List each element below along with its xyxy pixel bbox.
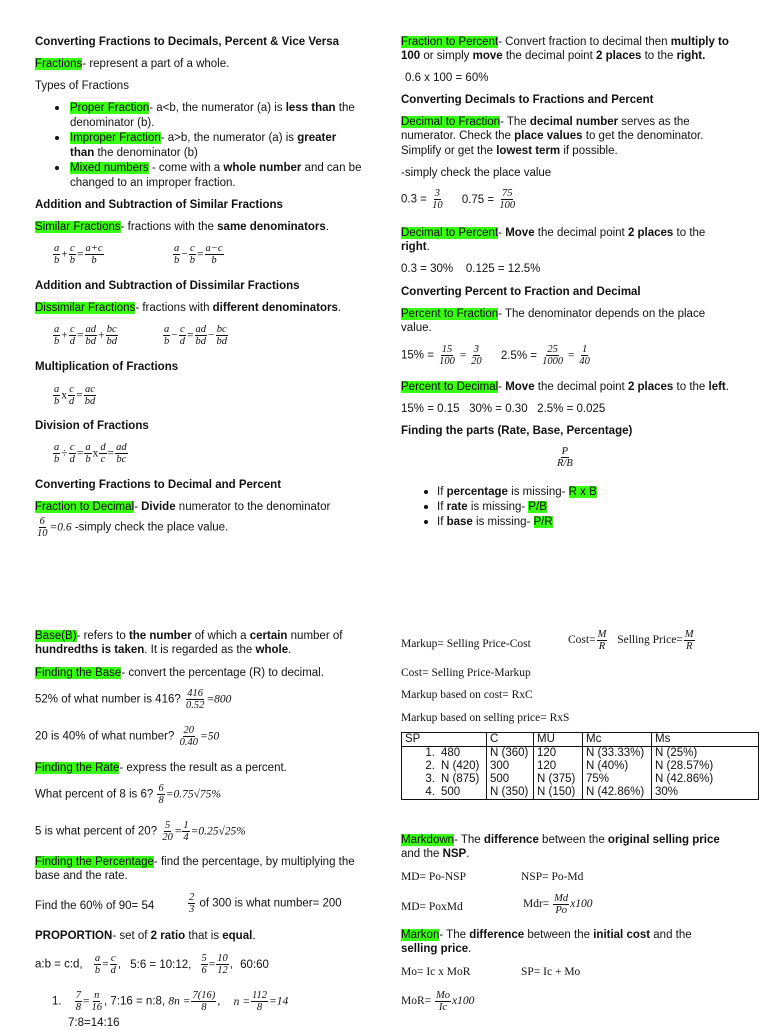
d2f-line3 <box>401 144 618 158</box>
highlight-find-rate: Finding the Rate <box>35 762 120 774</box>
markup-cost-line: Markup based on cost= RxC <box>401 689 533 701</box>
text-bold: certain <box>249 630 288 642</box>
highlight-p2f: Percent to Fraction <box>401 308 499 320</box>
text: 500 <box>490 773 510 785</box>
text: 15% = <box>401 349 434 362</box>
f2p-line1 <box>401 35 729 49</box>
proper-line1 <box>70 101 355 115</box>
highlight-base: Base(B) <box>35 630 77 642</box>
proportion-examples: a:b = c:d, $\frac{a}{b}$ = $\frac{c}{d}$ , 5:6 = 10:12, $\frac{5}{6}$ = $\frac{10}{12}$ , 60:60 <box>35 953 269 976</box>
mc-cell <box>583 747 652 800</box>
find-base-ex1: 52% of what number is 416? $\frac{416}{0.52}$ =800 <box>35 688 232 711</box>
text-bold: lowest term <box>496 145 561 157</box>
text-bold: greater <box>297 132 337 144</box>
text: a:b = c:d, <box>35 958 83 971</box>
text: to the <box>673 381 709 393</box>
text: N (25%) <box>655 747 698 759</box>
dissimilar-add-formula: $\frac{a}{b}$ + $\frac{c}{d}$ = $\frac{ad}{bd}$ + $\frac{bc}{bd}$ <box>54 324 117 347</box>
text-bold: difference <box>483 834 539 846</box>
text: 0.75 = <box>461 193 495 206</box>
text: - Convert fraction to decimal then <box>498 36 671 48</box>
text: =800 <box>206 693 232 706</box>
text: the decimal point <box>534 381 628 393</box>
text: 500 <box>441 786 461 798</box>
text: number of <box>287 630 343 642</box>
text-bold: right <box>401 241 427 253</box>
highlight-find-percentage: Finding the Percentage <box>35 856 154 868</box>
text: If <box>437 486 447 498</box>
text-bold: the number <box>128 630 192 642</box>
header-sp: SP <box>402 733 487 747</box>
text: . <box>288 644 292 656</box>
text-bold: Divide <box>141 501 176 513</box>
text: -simply check the place value. <box>71 521 229 534</box>
text-bold: whole <box>255 644 289 656</box>
text-bold: rate <box>446 501 468 513</box>
text: x100 <box>452 995 475 1008</box>
text: What percent of 8 is 6? <box>35 788 154 801</box>
text: =0.75√75% <box>165 788 221 801</box>
dec-heading: Converting Decimals to Fractions and Percent <box>401 94 654 106</box>
text-bold: decimal number <box>529 116 619 128</box>
d2f-examples: 0.3 = $\frac{3}{10}$ 0.75 = $\frac{75}{100}$ <box>401 188 516 211</box>
conv-heading: Converting Fractions to Decimal and Percent <box>35 479 282 491</box>
text: the denominator (b) <box>94 147 198 159</box>
similar-definition <box>35 220 329 234</box>
text: numerator. Check the <box>401 130 515 142</box>
md-formula-2: MD= PoxMd <box>401 901 463 913</box>
highlight-similar: Similar Fractions <box>35 221 121 233</box>
find-rate <box>35 761 287 775</box>
text: x100 <box>570 898 593 911</box>
highlight-pb: P/B <box>528 501 547 513</box>
text: the decimal point <box>502 50 596 62</box>
nsp-formula: NSP= Po-Md <box>521 871 584 883</box>
text: 2.5% = <box>500 349 537 362</box>
mor-formula: MoR= $\frac{Mo}{Ic}$ x100 <box>401 990 475 1013</box>
text: of which a <box>191 630 250 642</box>
table-header-row <box>402 733 759 747</box>
find-base-ex2: 20 is 40% of what number? $\frac{20}{0.40}$ =50 <box>35 725 220 748</box>
if-base <box>437 515 553 529</box>
text: . <box>468 943 472 955</box>
text-bold: 2 places <box>627 381 674 393</box>
text: , 7:16 = n:8, <box>104 995 166 1008</box>
text: - The <box>454 834 484 846</box>
text-bold: 2 ratio <box>150 930 186 942</box>
dissimilar-definition <box>35 301 341 315</box>
text: 480 <box>441 747 461 759</box>
types-heading: Types of Fractions <box>35 80 129 92</box>
highlight-markdown: Markdown <box>401 834 455 846</box>
text: 75% <box>586 773 610 785</box>
prb-formula: $\frac{P}{R/B}$ <box>557 446 573 469</box>
proportion-item-1: 1. $\frac{7}{8}$ = $\frac{n}{16}$ , 7:16 = n:8, 8n = $\frac{7(16)}{8}$ , n = $\frac{112}{8}$ =14 <box>52 990 289 1013</box>
text: N (28.57%) <box>655 760 714 772</box>
text: N (875) <box>441 773 480 785</box>
text: and can be <box>301 162 362 174</box>
text: 8n = <box>168 995 191 1008</box>
text: or simply <box>420 50 473 62</box>
proportion-item-1-result: 7:8=14:16 <box>68 1017 120 1029</box>
text: Simplify or get the <box>401 145 497 157</box>
base-line2 <box>35 643 291 657</box>
find-rate-ex2: 5 is what percent of 20? $\frac{5}{20}$ = $\frac{1}{4}$ =0.25√25% <box>35 820 246 843</box>
highlight-mixed: Mixed numbers <box>70 162 149 174</box>
text: N (375) <box>537 773 576 785</box>
text: - a>b, the numerator (a) is <box>160 132 298 144</box>
highlight-improper: Improper Fraction <box>70 132 161 144</box>
header-mu: MU <box>534 733 583 747</box>
mdr-formula: Mdr= $\frac{Md}{Po}$ x100 <box>523 893 593 916</box>
text-bold: NSP <box>442 848 467 860</box>
highlight-d2f: Decimal to Fraction <box>401 116 501 128</box>
text-bold: place values <box>514 130 583 142</box>
sp-cell <box>402 747 487 800</box>
text: =0.25√25% <box>190 825 246 838</box>
cost-line: Cost= Selling Price-Markup <box>401 667 531 679</box>
cost-formula: Cost= $\frac{M}{R}$ Selling Price= $\frac{M}{R}$ <box>568 629 694 652</box>
find-base <box>35 666 324 680</box>
parts-heading: Finding the parts (Rate, Base, Percentage) <box>401 425 633 437</box>
p2d-line1 <box>401 380 729 394</box>
similar-sub-formula: $\frac{a}{b}$ − $\frac{c}{b}$ = $\frac{a-c}{b}$ <box>174 243 223 266</box>
dissimilar-sub-formula: $\frac{a}{b}$ − $\frac{c}{d}$ = $\frac{ad}{bd}$ − $\frac{bc}{bd}$ <box>164 324 227 347</box>
highlight-p2d: Percent to Decimal <box>401 381 499 393</box>
text: - <box>134 501 142 513</box>
text-bold: PROPORTION <box>35 930 113 942</box>
text: . <box>337 302 342 314</box>
text-bold: selling price <box>401 943 469 955</box>
text: =14 <box>268 995 289 1008</box>
header-ms: Ms <box>652 733 759 747</box>
sp-list-item: 4. 500 <box>425 786 461 798</box>
text: between the <box>538 834 608 846</box>
d2f-line2 <box>401 129 703 143</box>
mixed-line2: changed to an improper fraction. <box>70 177 236 189</box>
text-bold: percentage <box>446 486 508 498</box>
fractions-definition <box>35 57 229 71</box>
text: . <box>725 381 729 393</box>
text: 20 is 40% of what number? <box>35 730 175 743</box>
text: N (33.33%) <box>586 747 645 759</box>
text-bold: right. <box>676 50 706 62</box>
bullet-icon <box>424 520 428 524</box>
highlight-find-base: Finding the Base <box>35 667 122 679</box>
sp-formula: SP= Ic + Mo <box>521 966 581 978</box>
find-percentage-ex1: Find the 60% of 90= 54 <box>35 900 155 912</box>
highlight-rxb: R x B <box>568 486 597 498</box>
text: - refers to <box>76 630 129 642</box>
highlight-pr: P/R <box>533 516 553 528</box>
text-bold: multiply to <box>670 36 729 48</box>
text: - represent a part of a whole. <box>82 58 230 70</box>
text-bold: than <box>70 147 95 159</box>
md-formula-1: MD= Po-NSP <box>401 871 466 883</box>
mult-heading: Multiplication of Fractions <box>35 361 179 373</box>
d2f-line1 <box>401 115 690 129</box>
find-rate-ex1: What percent of 8 is 6? $\frac{6}{8}$ =0.75√75% <box>35 783 221 806</box>
text-bold: base <box>446 516 473 528</box>
markup-table <box>401 732 759 800</box>
text: numerator to the denominator <box>175 501 331 513</box>
text: to the <box>673 227 706 239</box>
find-percentage-line1 <box>35 855 355 869</box>
text: - fractions with <box>135 302 213 314</box>
text: . It is regarded as the <box>144 644 256 656</box>
improper-line1 <box>70 131 336 145</box>
text: . <box>325 221 330 233</box>
if-rate <box>437 500 547 514</box>
text-bold: same denominators <box>217 221 326 233</box>
similar-add-formula: $\frac{a}{b}$ + $\frac{c}{b}$ = $\frac{a+c}{b}$ <box>54 243 103 266</box>
mixed-line1 <box>70 161 361 175</box>
bullet-icon <box>424 490 428 494</box>
d2f-note: -simply check the place value <box>401 167 552 179</box>
bullet-icon <box>55 166 59 170</box>
sp-list-item: 1. 480 <box>425 747 461 759</box>
div-heading: Division of Fractions <box>35 420 149 432</box>
text: of 300 is what number= 200 <box>196 897 342 910</box>
markup-line: Markup= Selling Price-Cost <box>401 638 531 650</box>
mo-formula: Mo= Ic x MoR <box>401 966 471 978</box>
text: =0.6 <box>49 521 72 534</box>
find-percentage-ex2: $\frac{2}{3}$ of 300 is what number= 200 <box>189 892 342 915</box>
highlight-markon: Markon <box>401 929 440 941</box>
text: - The denominator depends on the place <box>498 308 706 320</box>
table-row <box>402 747 759 800</box>
f2d-example: $\frac{6}{10}$ =0.6 -simply check the place value. <box>37 516 229 539</box>
text: Cost= <box>568 634 596 647</box>
text: is missing- <box>467 501 529 513</box>
text: . <box>466 848 470 860</box>
text: the <box>335 102 355 114</box>
f2p-line2 <box>401 49 705 63</box>
p2f-examples: 15% = $\frac{15}{100}$ = $\frac{3}{20}$ 2.5% = $\frac{25}{1000}$ = $\frac{1}{40}$ <box>401 344 590 367</box>
text: that is <box>185 930 223 942</box>
text: 5:6 = 10:12, <box>130 958 192 971</box>
text-bold: Move <box>505 227 535 239</box>
text-bold: hundredths is taken <box>35 644 145 656</box>
bullet-icon <box>55 136 59 140</box>
text-bold: difference <box>469 929 525 941</box>
text: - convert the percentage (R) to decimal. <box>121 667 324 679</box>
text: if possible. <box>560 145 618 157</box>
text: between the <box>524 929 594 941</box>
text: - <box>498 227 506 239</box>
d2p-line2 <box>401 240 430 254</box>
text: Selling Price= <box>617 634 683 647</box>
text: - find the percentage, by multiplying the <box>153 856 355 868</box>
text-bold: initial cost <box>593 929 651 941</box>
text: n = <box>233 995 250 1008</box>
add-dissimilar-heading: Addition and Subtraction of Dissimilar Fractions <box>35 280 300 292</box>
div-formula: $\frac{a}{b}$ ÷ $\frac{c}{d}$ = $\frac{a}{b}$ x $\frac{d}{c}$ = $\frac{ad}{bc}$ <box>54 442 127 465</box>
text: - set of <box>112 930 151 942</box>
p2d-example: 15% = 0.15 30% = 0.30 2.5% = 0.025 <box>401 403 606 415</box>
text: to the <box>641 50 677 62</box>
text: 120 <box>537 747 557 759</box>
text: and the <box>401 848 443 860</box>
header-mc: Mc <box>583 733 652 747</box>
text-bold: left <box>708 381 726 393</box>
text: and the <box>650 929 692 941</box>
text: the decimal point <box>534 227 628 239</box>
text: is missing- <box>472 516 534 528</box>
text: 5 is what percent of 20? <box>35 825 158 838</box>
bullet-icon <box>55 106 59 110</box>
text-bold: 2 places <box>595 50 642 62</box>
highlight-proper: Proper Fraction <box>70 102 150 114</box>
text-bold: 100 <box>401 50 421 62</box>
text: N (40%) <box>586 760 629 772</box>
text: - <box>498 381 506 393</box>
markup-sp-line: Markup based on selling price= RxS <box>401 712 570 724</box>
text: If <box>437 516 447 528</box>
text: to get the denominator. <box>582 130 704 142</box>
d2p-line1 <box>401 226 705 240</box>
c-cell <box>487 747 534 800</box>
improper-line2 <box>70 146 198 160</box>
text: N (360) <box>490 747 529 759</box>
if-percentage <box>437 485 597 499</box>
text: - a<b, the numerator (a) is <box>149 102 286 114</box>
text-bold: 2 places <box>627 227 674 239</box>
sp-list-item: 3. N (875) <box>425 773 480 785</box>
f2p-example: 0.6 x 100 = 60% <box>405 72 489 84</box>
text-bold: whole number <box>223 162 302 174</box>
ms-cell <box>652 747 759 800</box>
highlight-dissimilar: Dissimilar Fractions <box>35 302 136 314</box>
text: - express the result as a percent. <box>119 762 287 774</box>
text: 0.3 = <box>401 193 427 206</box>
highlight-f2p: Fraction to Percent <box>401 36 499 48</box>
highlight-fractions: Fractions <box>35 58 83 70</box>
markon-line2 <box>401 942 471 956</box>
text: . <box>426 241 430 253</box>
text: 1. <box>52 995 62 1008</box>
find-percentage-line2: base and the rate. <box>35 870 128 882</box>
highlight-f2d: Fraction to Decimal <box>35 501 135 513</box>
text: N (420) <box>441 760 480 772</box>
text: serves as the <box>618 116 690 128</box>
text-bold: equal <box>222 930 253 942</box>
add-similar-heading: Addition and Subtraction of Similar Fractions <box>35 199 283 211</box>
text: N (42.86%) <box>655 773 714 785</box>
text-bold: less than <box>285 102 336 114</box>
bullet-icon <box>424 505 428 509</box>
text: - The <box>439 929 470 941</box>
text-bold: Move <box>505 381 535 393</box>
text: , <box>217 995 221 1008</box>
markon-line1 <box>401 928 692 942</box>
text: - The <box>500 116 530 128</box>
text: - fractions with the <box>120 221 218 233</box>
proper-line2: denominator (b). <box>70 117 155 129</box>
text: N (150) <box>537 786 576 798</box>
text: 300 <box>490 760 510 772</box>
markdown-line2 <box>401 847 469 861</box>
d2p-example: 0.3 = 30% 0.125 = 12.5% <box>401 263 541 275</box>
text: 52% of what number is 416? <box>35 693 181 706</box>
markdown-line1 <box>401 833 720 847</box>
text: N (350) <box>490 786 529 798</box>
text: . <box>252 930 256 942</box>
base-line1 <box>35 629 342 643</box>
title: Converting Fractions to Decimals, Percent & Vice Versa <box>35 36 340 48</box>
highlight-d2p: Decimal to Percent <box>401 227 499 239</box>
f2d-definition <box>35 500 330 514</box>
text: - come with a <box>148 162 224 174</box>
p2f-line2: value. <box>401 322 432 334</box>
text: =50 <box>199 730 220 743</box>
mult-formula: $\frac{a}{b}$ x $\frac{c}{d}$ = $\frac{ac}{bd}$ <box>54 384 96 407</box>
mu-cell <box>534 747 583 800</box>
text: MoR= <box>401 995 432 1008</box>
text-bold: move <box>472 50 503 62</box>
pct-heading: Converting Percent to Fraction and Decimal <box>401 286 641 298</box>
text: is missing- <box>507 486 569 498</box>
text: N (42.86%) <box>586 786 645 798</box>
text: If <box>437 501 447 513</box>
text: Mdr= <box>523 898 550 911</box>
p2f-line1 <box>401 307 705 321</box>
header-c: C <box>487 733 534 747</box>
sp-list-item: 2. N (420) <box>425 760 480 772</box>
proportion-definition <box>35 929 256 943</box>
text: 120 <box>537 760 557 772</box>
text-bold: different denominators <box>212 302 338 314</box>
text: 30% <box>655 786 679 798</box>
text: 60:60 <box>240 958 269 971</box>
text-bold: original selling price <box>607 834 720 846</box>
